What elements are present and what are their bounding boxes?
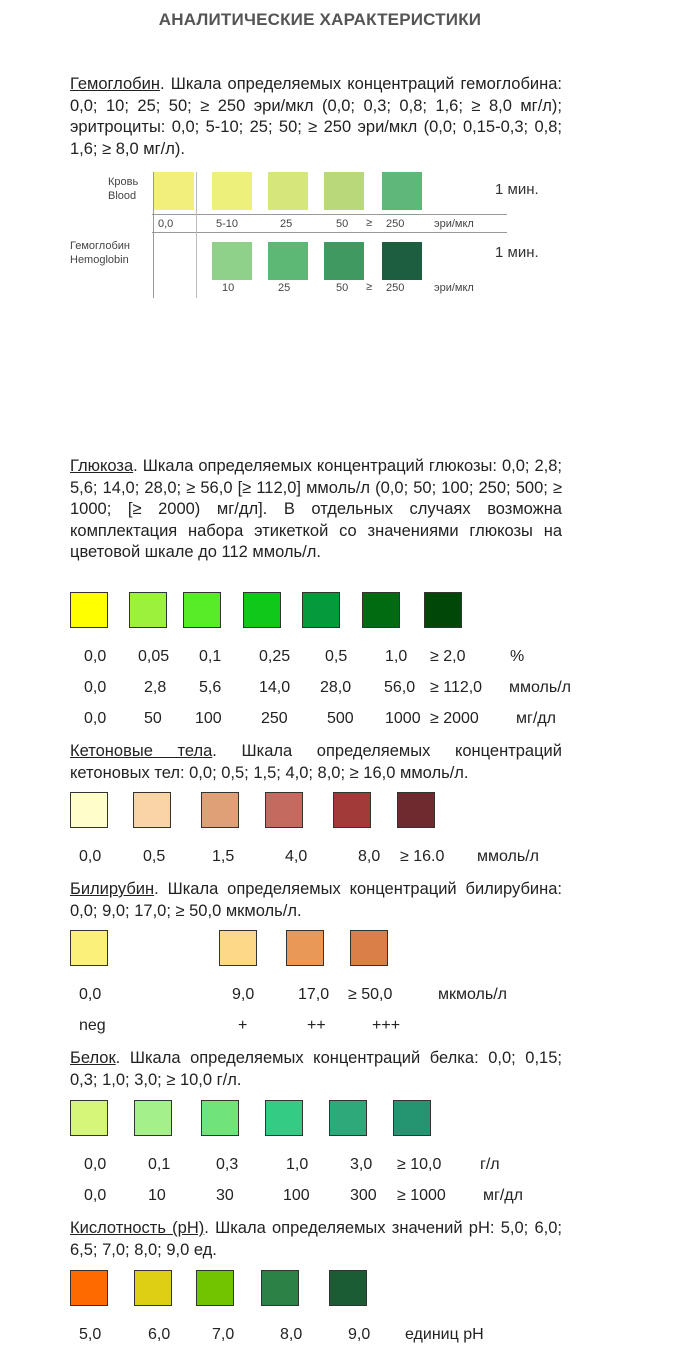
glucose-r2-6: ≥ 112,0	[430, 679, 483, 696]
figure-divider-1	[152, 214, 507, 215]
protein-r2-1: 10	[148, 1187, 166, 1204]
bilirubin-r1-unit: мкмоль/л	[438, 986, 507, 1003]
glucose-r1-0: 0,0	[84, 648, 107, 665]
blood-swatch-1	[212, 172, 252, 210]
ph-r1-2: 7,0	[212, 1326, 235, 1343]
glucose-r2-unit: ммоль/л	[509, 679, 571, 696]
blood-time: 1 мин.	[495, 181, 539, 198]
protein-r1-unit: г/л	[480, 1156, 500, 1173]
glucose-swatch-4	[302, 592, 340, 628]
blood-swatch-0	[154, 172, 194, 210]
protein-swatch-1	[134, 1100, 172, 1136]
ketones-r1-1: 0,5	[143, 848, 166, 865]
glucose-r3-1: 50	[144, 710, 162, 727]
glucose-heading: Глюкоза	[70, 457, 134, 475]
glucose-r1-1: 0,05	[138, 648, 170, 665]
glucose-r3-6: ≥ 2000	[430, 710, 479, 727]
glucose-r2-1: 2,8	[144, 679, 167, 696]
protein-heading: Белок	[70, 1049, 116, 1067]
blood-value-2: 25	[280, 218, 293, 230]
blood-value-0: 0,0	[158, 218, 174, 230]
protein-r1-5: ≥ 10,0	[397, 1156, 442, 1173]
bilirubin-r1-1: 9,0	[232, 986, 255, 1003]
hemo-unit: эри/мкл	[434, 282, 474, 294]
glucose-r1-5: 1,0	[385, 648, 408, 665]
ketones-swatch-1	[133, 792, 171, 828]
bilirubin-swatch-3	[350, 930, 388, 966]
glucose-r2-4: 28,0	[320, 679, 352, 696]
hemo-swatch-1	[268, 242, 308, 280]
hemo-value-1: 25	[278, 282, 291, 294]
blood-value-1: 5-10	[216, 218, 239, 230]
blood-value-3: 50	[336, 218, 349, 230]
glucose-r2-0: 0,0	[84, 679, 107, 696]
protein-r1-1: 0,1	[148, 1156, 171, 1173]
glucose-r1-4: 0,5	[325, 648, 348, 665]
bilirubin-paragraph	[70, 879, 562, 922]
ketones-swatch-3	[265, 792, 303, 828]
blood-swatch-3	[324, 172, 364, 210]
hemoglobin-text: . Шкала определяемых концентраций гемоглобина: 0,0; 10; 25; 50; ≥ 250 эри/мкл (0,0; 0,3; 0,8; 1,6; ≥ 8,0 мг/л); эритроциты: 0,0; 5-10; 25; 50; ≥ 250 эри/мкл (0,0; 0,15-0,3; 0,8; 1,6; ≥ 8,0 мг/л).	[70, 75, 562, 158]
ph-swatch-2	[196, 1270, 234, 1306]
ketones-r1-unit: ммоль/л	[477, 848, 539, 865]
blood-swatch-4	[382, 172, 422, 210]
bilirubin-swatch-0	[70, 930, 108, 966]
glucose-r3-5: 1000	[385, 710, 421, 727]
figure-divider-2	[152, 232, 507, 233]
glucose-swatch-5	[362, 592, 400, 628]
bilirubin-r1-3: ≥ 50,0	[348, 986, 393, 1003]
ph-swatch-0	[70, 1270, 108, 1306]
blood-label-en: Blood	[108, 190, 137, 202]
glucose-r2-2: 5,6	[199, 679, 222, 696]
protein-r2-unit: мг/дл	[483, 1187, 523, 1204]
hemo-swatch-2	[324, 242, 364, 280]
glucose-r1-3: 0,25	[259, 648, 291, 665]
hemo-time: 1 мин.	[495, 244, 539, 261]
protein-r1-4: 3,0	[350, 1156, 373, 1173]
hemoglobin-heading: Гемоглобин	[70, 75, 160, 93]
hemo-label-en: Hemoglobin	[70, 254, 129, 266]
glucose-r2-3: 14,0	[259, 679, 291, 696]
hemo-value-ge: ≥	[366, 281, 373, 293]
blood-value-4: 250	[386, 218, 405, 230]
ketones-swatch-2	[201, 792, 239, 828]
protein-r2-5: ≥ 1000	[397, 1187, 446, 1204]
glucose-swatch-6	[424, 592, 462, 628]
protein-r2-2: 30	[216, 1187, 234, 1204]
ketones-r1-4: 8,0	[358, 848, 381, 865]
hemoglobin-paragraph	[70, 74, 562, 160]
ketones-r1-2: 1,5	[212, 848, 235, 865]
protein-r2-0: 0,0	[84, 1187, 107, 1204]
protein-paragraph	[70, 1048, 562, 1091]
bilirubin-r2-0: neg	[79, 1017, 106, 1034]
glucose-paragraph	[70, 456, 562, 564]
ph-swatch-3	[261, 1270, 299, 1306]
ph-swatch-1	[134, 1270, 172, 1306]
hemo-value-3: 250	[386, 282, 405, 294]
ph-r1-4: 9,0	[348, 1326, 371, 1343]
blood-value-ge: ≥	[366, 217, 373, 229]
bilirubin-swatch-2	[286, 930, 324, 966]
ketones-r1-0: 0,0	[79, 848, 102, 865]
ph-r1-1: 6,0	[148, 1326, 171, 1343]
ketones-heading: Кетоновые тела	[70, 742, 213, 760]
ph-r1-3: 8,0	[280, 1326, 303, 1343]
bilirubin-r2-2: ++	[307, 1017, 326, 1034]
protein-swatch-0	[70, 1100, 108, 1136]
glucose-swatch-0	[70, 592, 108, 628]
blood-swatch-2	[268, 172, 308, 210]
glucose-r3-0: 0,0	[84, 710, 107, 727]
bilirubin-r1-0: 0,0	[79, 986, 102, 1003]
hemo-value-2: 50	[336, 282, 349, 294]
hemo-swatch-0	[212, 242, 252, 280]
glucose-r3-2: 100	[195, 710, 222, 727]
glucose-r3-4: 500	[327, 710, 354, 727]
figure-vline-left	[153, 172, 154, 298]
glucose-swatch-2	[183, 592, 221, 628]
ketones-paragraph	[70, 741, 562, 784]
protein-r1-3: 1,0	[286, 1156, 309, 1173]
blood-label-ru: Кровь	[108, 176, 139, 188]
protein-swatch-2	[201, 1100, 239, 1136]
bilirubin-text: . Шкала определяемых концентраций билирубина: 0,0; 9,0; 17,0; ≥ 50,0 мкмоль/л.	[70, 880, 562, 920]
ph-r1-unit: единиц рН	[405, 1326, 484, 1343]
protein-r2-3: 100	[283, 1187, 310, 1204]
ph-r1-0: 5,0	[79, 1326, 102, 1343]
hemo-value-0: 10	[222, 282, 235, 294]
ketones-swatch-4	[333, 792, 371, 828]
glucose-r3-3: 250	[261, 710, 288, 727]
bilirubin-swatch-1	[219, 930, 257, 966]
page-title: АНАЛИТИЧЕСКИЕ ХАРАКТЕРИСТИКИ	[158, 10, 482, 29]
protein-r2-4: 300	[350, 1187, 377, 1204]
protein-r1-0: 0,0	[84, 1156, 107, 1173]
hemoglobin-color-chart	[60, 168, 570, 300]
blood-unit: эри/мкл	[434, 218, 474, 230]
glucose-r1-6: ≥ 2,0	[430, 648, 466, 665]
protein-swatch-4	[329, 1100, 367, 1136]
glucose-r1-2: 0,1	[199, 648, 222, 665]
ph-paragraph	[70, 1218, 562, 1261]
hemo-swatch-3	[382, 242, 422, 280]
hemo-label-ru: Гемоглобин	[70, 240, 130, 252]
bilirubin-heading: Билирубин	[70, 880, 155, 898]
figure-vline-inner	[196, 172, 197, 298]
protein-swatch-5	[393, 1100, 431, 1136]
ph-swatch-4	[329, 1270, 367, 1306]
glucose-text: . Шкала определяемых концентраций глюкозы: 0,0; 2,8; 5,6; 14,0; 28,0; ≥ 56,0 [≥ 112,0] ммоль/л (0,0; 50; 100; 250; 500; ≥ 1000; [≥ 2000) мг/дл]. В отдельных случаях возможна комплектация набора этикеткой со значениями глюкозы на цветовой шкале до 112 ммоль/л.	[70, 457, 562, 561]
bilirubin-r2-3: +++	[372, 1017, 401, 1034]
glucose-r1-unit: %	[510, 648, 525, 665]
ph-heading: Кислотность (рН)	[70, 1219, 205, 1237]
ketones-swatch-5	[397, 792, 435, 828]
ketones-r1-3: 4,0	[285, 848, 308, 865]
ketones-swatch-0	[70, 792, 108, 828]
protein-swatch-3	[265, 1100, 303, 1136]
protein-r1-2: 0,3	[216, 1156, 239, 1173]
glucose-swatch-3	[243, 592, 281, 628]
protein-text: . Шкала определяемых концентраций белка: 0,0; 0,15; 0,3; 1,0; 3,0; ≥ 10,0 г/л.	[70, 1049, 562, 1089]
bilirubin-r1-2: 17,0	[298, 986, 330, 1003]
ketones-text: . Шкала определяемых концентраций кетоновых тел: 0,0; 0,5; 1,5; 4,0; 8,0; ≥ 16,0 ммоль/л.	[70, 742, 562, 782]
ph-text: . Шкала определяемых значений рН: 5,0; 6,0; 6,5; 7,0; 8,0; 9,0 ед.	[70, 1219, 562, 1259]
bilirubin-r2-1: +	[238, 1017, 248, 1034]
glucose-r2-5: 56,0	[384, 679, 416, 696]
ketones-r1-5: ≥ 16.0	[400, 848, 445, 865]
glucose-r3-unit: мг/дл	[516, 710, 556, 727]
glucose-swatch-1	[129, 592, 167, 628]
